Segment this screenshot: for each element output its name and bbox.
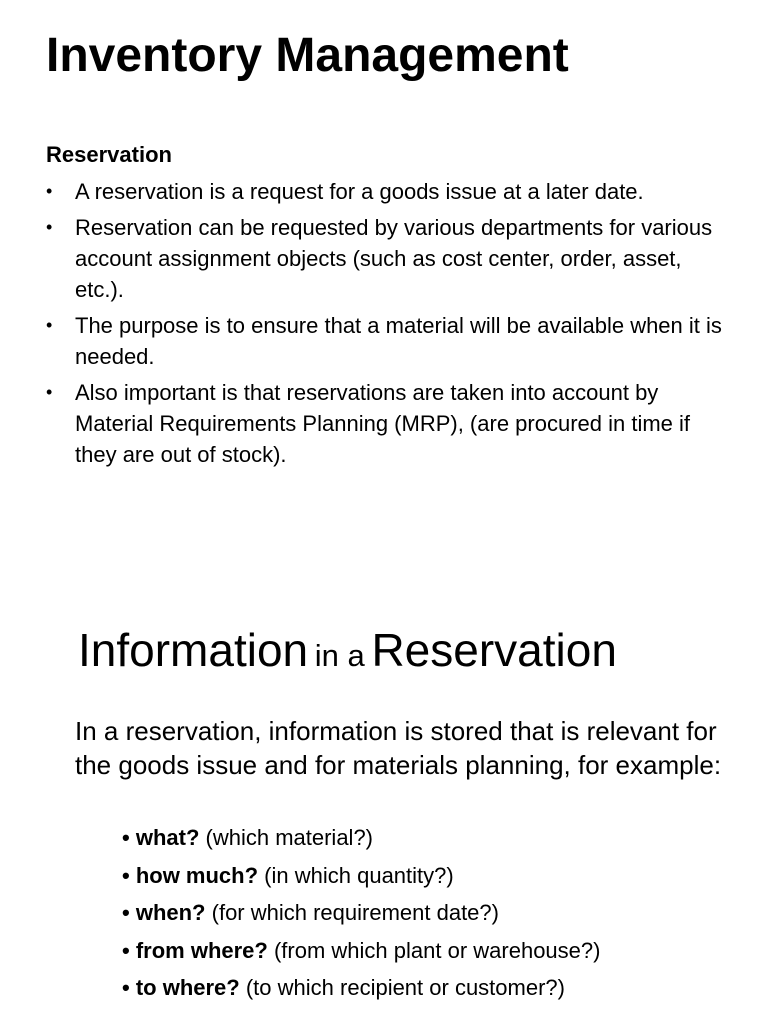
question-detail: (which material?): [205, 825, 374, 850]
bullet-icon: •: [122, 825, 130, 850]
question-item: [122, 969, 600, 1007]
bullet-icon: •: [46, 382, 53, 402]
bullet-item: [46, 310, 736, 372]
bullet-text: A reservation is a request for a goods issue at a later date.: [75, 179, 644, 204]
question-label: from where?: [135, 937, 268, 963]
title-part-information: Information: [78, 624, 309, 676]
question-list: [122, 819, 600, 1007]
bullet-icon: •: [46, 217, 53, 237]
bullet-icon: •: [46, 315, 53, 335]
bullet-icon: •: [122, 900, 130, 925]
question-item: [122, 932, 600, 970]
bullet-icon: •: [122, 937, 130, 963]
question-detail: (in which quantity?): [264, 862, 454, 888]
bullet-text: The purpose is to ensure that a material will be available when it is needed.: [75, 313, 722, 369]
question-item: [122, 857, 600, 895]
section-heading: Reservation: [46, 142, 172, 167]
title-part-in-a: in a: [314, 638, 365, 673]
question-label: how much?: [135, 862, 259, 888]
bullet-icon: •: [122, 862, 130, 888]
question-detail: (for which requirement date?): [211, 900, 499, 925]
question-item: [122, 894, 600, 932]
title-part-reservation: Reservation: [371, 624, 617, 676]
intro-paragraph: In a reservation, information is stored that is relevant for the goods issue and for materials planning, for example:: [75, 716, 722, 780]
slide-information-in-reservation: [0, 560, 768, 1024]
bullet-item: [46, 176, 736, 207]
bullet-item: [46, 212, 736, 305]
question-label: to where?: [135, 975, 240, 1000]
question-detail: (to which recipient or customer?): [245, 975, 565, 1000]
bullet-icon: •: [122, 975, 130, 1000]
slide-title: Inventory Management: [46, 29, 569, 82]
bullet-list: [46, 176, 736, 475]
bullet-text: Also important is that reservations are taken into account by Material Requirements Planning (MRP), (are procured in time if they are out of stock).: [75, 380, 691, 467]
bullet-item: [46, 377, 736, 470]
bullet-icon: •: [46, 181, 53, 201]
question-label: when?: [135, 900, 206, 925]
slide-title: [78, 620, 617, 689]
question-label: what?: [135, 825, 200, 850]
question-detail: (from which plant or warehouse?): [273, 937, 601, 963]
question-item: [122, 819, 600, 857]
bullet-text: Reservation can be requested by various departments for various account assignment objects (such as cost center, order, asset, etc.).: [75, 215, 713, 302]
